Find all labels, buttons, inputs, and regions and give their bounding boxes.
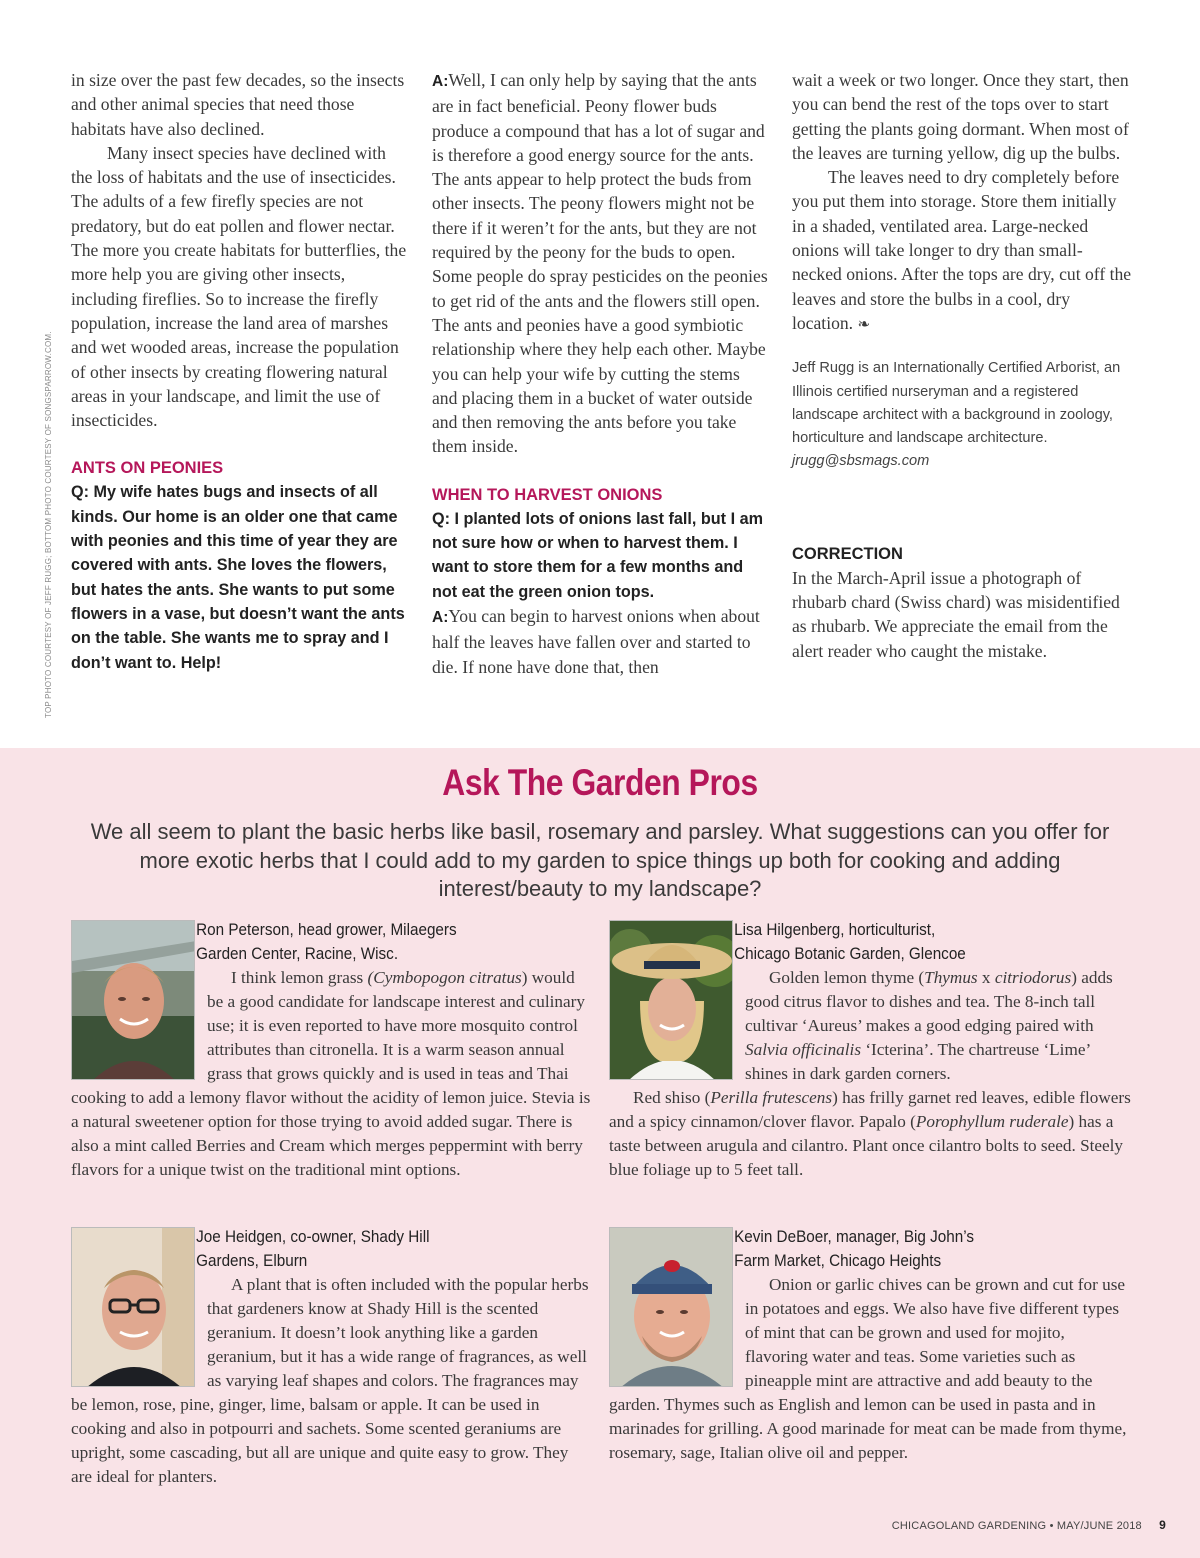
garden-pros-title: Ask The Garden Pros xyxy=(442,762,758,803)
pro-answer-species: (Cymbopogon citratus xyxy=(367,968,522,987)
pro-name: Ron Peterson, head grower, Milaegers Garden Center, Racine, Wisc. xyxy=(196,920,457,963)
column-1 xyxy=(71,68,411,675)
answer-label: A: xyxy=(432,608,449,626)
answer-onions-text: You can begin to harvest onions when about half the leaves have fallen over and started to die. If none have done that, then xyxy=(432,605,760,677)
pro-answer-text: ) has frilly garnet red leaves, edible flowers and a spicy cinnamon/clover flavor. Papalo ( xyxy=(609,1088,1131,1131)
pro-ron-peterson xyxy=(71,918,593,1182)
pro-answer-text: ) would be a good candidate for landscape interest and culinary use; it is even reported to have more mosquito control attributes than citronella. It is a warm season annual grass that grows quickly and is used in teas and Thai cooking to add a lemony flavor without the acidity of lemon juice. Stevia is a natural sweetener option for those trying to avoid added sugar. There is also a mint called Berries and Cream which merges peppermint with berry flavors for a unique twist on the traditional mint options. xyxy=(71,968,591,1179)
column-3 xyxy=(792,68,1132,663)
pro-name: Lisa Hilgenberg, horticulturist, Chicago Botanic Garden, Glencoe xyxy=(734,920,966,963)
pro-answer-species: Salvia officinalis xyxy=(745,1040,862,1059)
author-bio-text: Jeff Rugg is an Internationally Certified Arborist, an Illinois certified nurseryman and a registered landscape architect with a background in zoology, horticulture and landscape architecture. xyxy=(792,360,1121,447)
correction-text: In the March-April issue a photograph of rhubarb chard (Swiss chard) was misidentified as rhubarb. We appreciate the email from the alert reader who caught the mistake. xyxy=(792,567,1120,661)
pro-answer-text: Red shiso ( xyxy=(633,1088,711,1107)
page-number: 9 xyxy=(1159,1518,1166,1532)
question-ants: Q: My wife hates bugs and insects of all kinds. Our home is an older one that came with peonies and this time of year they are covered with ants. She loves the flowers, but hates the ants. She wants to put some flowers in a vase, but doesn’t want the ants on the table. She wants me to spray and I don’t want to. Help! xyxy=(71,483,405,672)
pro-name: Kevin DeBoer, manager, Big John’s Farm Market, Chicago Heights xyxy=(734,1227,975,1270)
footer-separator: • xyxy=(1049,1520,1054,1532)
section-heading-ants: ANTS ON PEONIES xyxy=(71,459,224,478)
pro-answer-text: ) has a taste between arugula and cilantro. Plant once cilantro bolts to seed. Steely blue foliage up to 5 feet tall. xyxy=(609,1112,1124,1179)
col3-paragraph-1: wait a week or two longer. Once they start, then you can bend the rest of the tops over to start getting the plants going dormant. When most of the leaves are turning yellow, dig up the bulbs. xyxy=(792,70,1129,163)
pro-name: Joe Heidgen, co-owner, Shady Hill Gardens, Elburn xyxy=(196,1227,430,1270)
section-heading-onions: WHEN TO HARVEST ONIONS xyxy=(432,485,663,504)
pro-answer: A plant that is often included with the popular herbs that gardeners know at Shady Hill is the scented geranium. It doesn’t look anything like a garden geranium, but it has a wide range of fragrances, as well as varying leaf shapes and colors. The fragrances may be lemon, rose, pine, ginger, lime, balsam or apple. It can be used in cooking and also in potpourri and sachets. Some scented geraniums are upright, some cascading, but all are unique and quite easy to grow. They are ideal for planters. xyxy=(71,1275,589,1486)
page-footer xyxy=(0,1518,1166,1532)
answer-ants xyxy=(432,68,768,459)
col3-paragraph-2-text: The leaves need to dry completely before you put them into storage. Store them initially in a shaded, ventilated area. Large-necked onions will take longer to dry than small-necked onions. After the tops are dry, cut off the leaves and store the bulbs in a cool, dry location. xyxy=(792,167,1132,333)
pro-kevin-deboer xyxy=(609,1225,1131,1465)
magazine-name: CHICAGOLAND GARDENING xyxy=(891,1520,1047,1532)
col3-paragraph-2 xyxy=(792,165,1132,337)
photo-credit: TOP PHOTO COURTESY OF JEFF RUGG; BOTTOM PHOTO COURTESY OF SONGSPARROW.COM. xyxy=(44,331,53,718)
pro-answer-text: x xyxy=(977,968,995,987)
column-2 xyxy=(432,68,768,679)
pro-answer-text: Golden lemon thyme ( xyxy=(769,968,925,987)
col1-paragraph-1: in size over the past few decades, so the insects and other animal species that need those habitats have also declined. xyxy=(71,70,405,139)
answer-ants-text: Well, I can only help by saying that the ants are in fact beneficial. Peony flower buds produce a compound that has a lot of sugar and is therefore a good energy source for the ants. The ants appear to help protect the buds from other insects. The peony flowers might not be there if it weren’t for the ants, but they are not required by the peony for the buds to open. Some people do spray pesticides on the peonies to get rid of the ants and the flowers still open. The ants and peonies have a good symbiotic relationship where they help each other. Maybe you can help your wife by cutting the stems and placing them in a bucket of water outside and then removing the ants before you take them inside. xyxy=(432,70,768,457)
author-bio xyxy=(792,357,1132,473)
question-onions: Q: I planted lots of onions last fall, but I am not sure how or when to harvest them. I want to store them for a few months and not eat the green onion tops. xyxy=(432,509,763,601)
leaf-icon: ❧ xyxy=(857,316,871,333)
pro-answer-text: ‘Icterina’. The chartreuse ‘Lime’ shines in dark garden corners. xyxy=(745,1040,1090,1083)
garden-pros-question: We all seem to plant the basic herbs like basil, rosemary and parsley. What suggestions can you offer for more exotic herbs that I could add to my garden to spice things up both for cooking and adding interest/beauty to my landscape? xyxy=(90,819,1110,901)
author-email[interactable]: jrugg@sbsmags.com xyxy=(792,453,930,470)
pro-answer-species: citriodorus xyxy=(994,968,1072,987)
pro-answer-text: ) adds good citrus flavor to dishes and tea. The 8-inch tall cultivar ‘Aureus’ makes a good edging paired with xyxy=(745,968,1113,1035)
correction-heading: CORRECTION xyxy=(792,544,903,563)
answer-onions xyxy=(432,604,768,679)
pro-answer-text: I think lemon grass xyxy=(231,968,368,987)
pro-answer: Onion or garlic chives can be grown and cut for use in potatoes and eggs. We also have five different types of mint that can be grown and used for mojito, flavoring water and teas. Some varieties such as pineapple mint are attractive and add beauty to the garden. Thymes such as English and lemon can be used in pasta and in marinades for grilling. A good marinade for meat can be made from thyme, rosemary, sage, Italian olive oil and pepper. xyxy=(609,1275,1127,1462)
pro-answer-species: Porophyllum ruderale xyxy=(915,1112,1069,1131)
issue-date: MAY/JUNE 2018 xyxy=(1056,1520,1142,1532)
pro-answer xyxy=(609,1086,1131,1182)
pro-answer-species: Perilla frutescens xyxy=(710,1088,833,1107)
pro-lisa-hilgenberg xyxy=(609,918,1131,1182)
pro-joe-heidgen xyxy=(71,1225,593,1489)
answer-label: A: xyxy=(432,73,449,90)
pro-answer-species: Thymus xyxy=(924,968,978,987)
col1-paragraph-2: Many insect species have declined with the loss of habitats and the use of insecticides. The adults of a few firefly species are not predatory, but do eat pollen and flower nectar. The more you create habitats for butterflies, the more help you are giving other insects, including fireflies. So to increase the firefly population, increase the land area of marshes and wet wooded areas, increase the population of other insects by creating flowering natural areas in your landscape, and limit the use of insecticides. xyxy=(71,142,407,431)
